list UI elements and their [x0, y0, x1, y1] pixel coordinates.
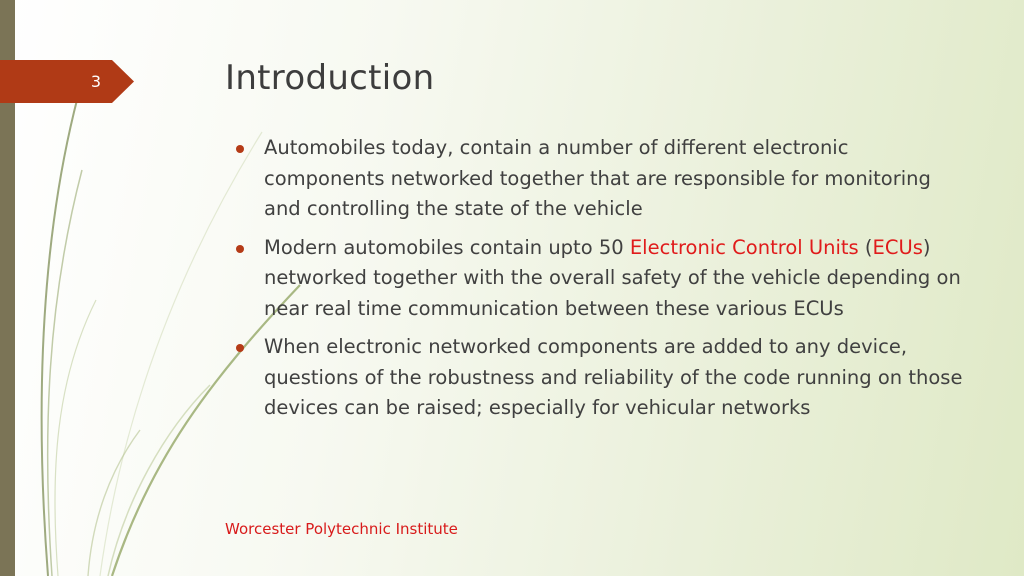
bullet-text: Automobiles today, contain a number of different electronic components networked together that are responsible for monitoring and controlling the state of the vehicle — [264, 136, 931, 220]
bullet-text-before: Modern automobiles contain upto 50 — [264, 235, 630, 259]
bullet-dot-icon — [236, 245, 244, 253]
highlight-ecu-abbr: ECUs — [872, 235, 923, 259]
highlight-ecu-full: Electronic Control Units — [629, 235, 859, 259]
slide-title: Introduction — [225, 58, 435, 98]
page-number: 3 — [90, 72, 102, 91]
bullet-item — [231, 332, 966, 424]
bullet-item — [231, 133, 966, 225]
bullet-text: When electronic networked components are added to any device, questions of the robustness and reliability of the code running on those devices can be raised; especially for vehicular networks — [264, 335, 963, 419]
bullet-dot-icon — [236, 145, 244, 153]
bullet-text-middle: ( — [858, 235, 873, 259]
bullet-dot-icon — [236, 344, 244, 352]
bullet-text-after: ) networked together with the overall safety of the vehicle depending on near real time communication between these various ECUs — [264, 235, 961, 320]
footer-institution: Worcester Polytechnic Institute — [225, 520, 458, 538]
bullet-list — [231, 133, 966, 432]
bullet-item — [231, 233, 966, 325]
